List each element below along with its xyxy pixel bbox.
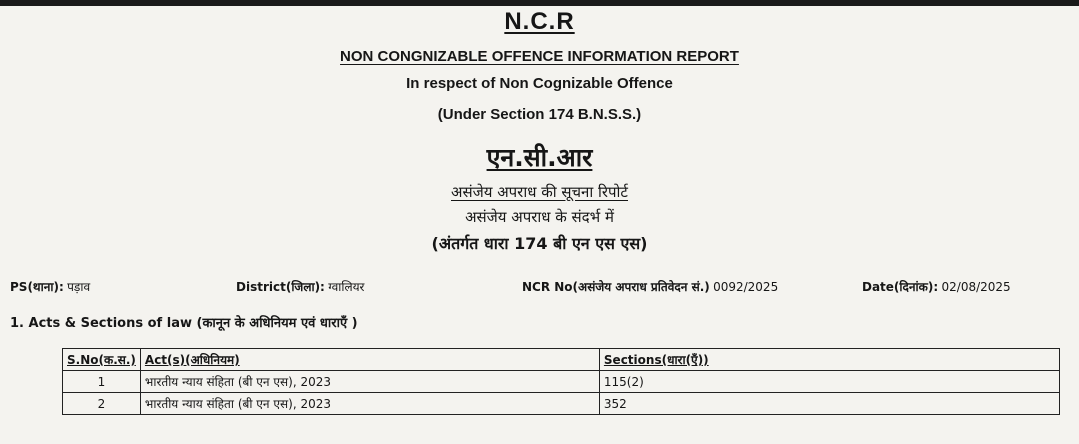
- section-line-en: (Under Section 174 B.N.S.S.): [437, 106, 642, 123]
- column-header-act: Act(s)(अधिनियम): [140, 349, 599, 371]
- row-sno: 2: [63, 393, 141, 415]
- ncr-number-field: [522, 278, 778, 295]
- police-station-value: पड़ाव: [67, 280, 91, 294]
- ncr-number-label: NCR No(असंजेय अपराध प्रतिवेदन सं.): [522, 280, 710, 294]
- date-label: Date(दिनांक):: [862, 280, 939, 294]
- police-station-field: [10, 278, 90, 295]
- acts-section-heading: 1. Acts & Sections of law (कानून के अधिनियम एवं धाराएँ ): [10, 316, 358, 331]
- respect-line-hi: असंजेय अपराध के संदर्भ में: [465, 208, 614, 226]
- table-row: [63, 393, 1060, 415]
- respect-line-en: In respect of Non Cognizable Offence: [406, 75, 673, 92]
- acts-table: [62, 348, 1060, 415]
- ncr-number-value: 0092/2025: [713, 280, 779, 294]
- subtitle-en: NON CONGNIZABLE OFFENCE INFORMATION REPORT: [340, 48, 739, 65]
- table-row: [63, 371, 1060, 393]
- row-act: भारतीय न्याय संहिता (बी एन एस), 2023: [140, 371, 599, 393]
- row-sections: 115(2): [599, 371, 1059, 393]
- date-field: [862, 278, 1011, 295]
- subtitle-hi: असंजेय अपराध की सूचना रिपोर्ट: [451, 183, 628, 201]
- row-sno: 1: [63, 371, 141, 393]
- acts-table-header-row: [63, 349, 1060, 371]
- district-field: [236, 278, 364, 295]
- title-en: N.C.R: [504, 8, 575, 35]
- district-label: District(जिला):: [236, 280, 325, 294]
- section-line-hi: (अंतर्गत धारा 174 बी एन एस एस): [431, 234, 648, 253]
- row-act: भारतीय न्याय संहिता (बी एन एस), 2023: [140, 393, 599, 415]
- column-header-sections: Sections(धारा(एँ)): [599, 349, 1059, 371]
- title-hi: एन.सी.आर: [486, 143, 593, 172]
- column-header-sno: S.No(क.स.): [63, 349, 141, 371]
- row-sections: 352: [599, 393, 1059, 415]
- date-value: 02/08/2025: [941, 280, 1011, 294]
- district-value: ग्वालियर: [328, 280, 365, 294]
- top-edge-bar: [0, 0, 1079, 6]
- police-station-label: PS(थाना):: [10, 280, 64, 294]
